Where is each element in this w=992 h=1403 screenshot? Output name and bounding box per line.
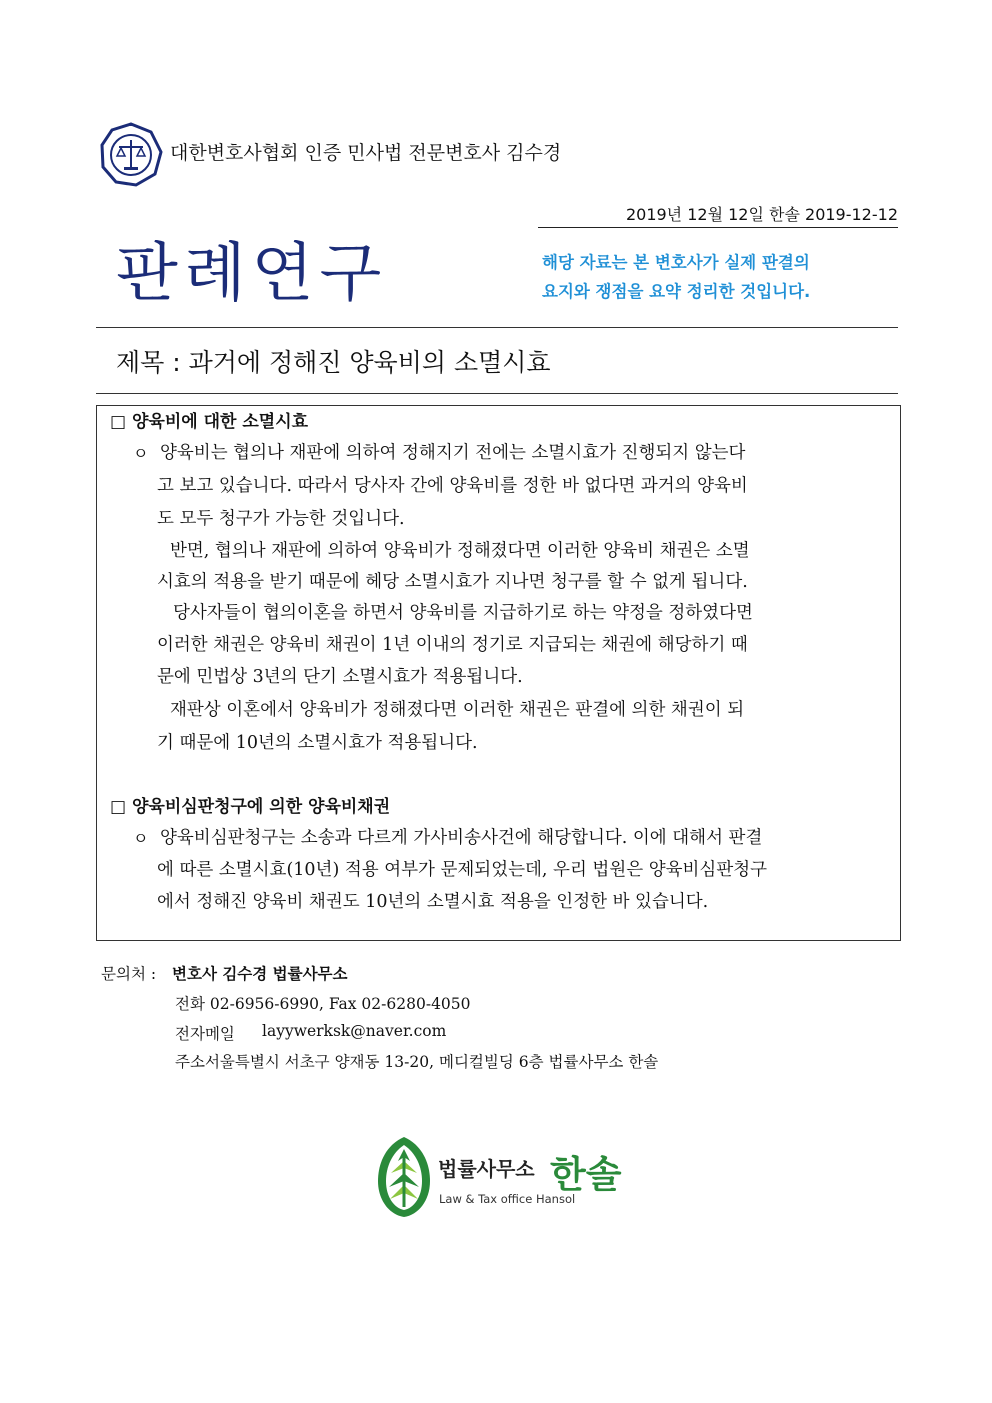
page-title: 판례연구 — [116, 237, 388, 311]
firm-name: 한솔 — [550, 1153, 622, 1196]
association-line: 대한변호사협회 인증 민사법 전문변호사 김수경 — [170, 142, 562, 164]
contact-email-label: 전자메일 — [175, 1025, 235, 1043]
contact-email[interactable]: layywerksk@naver.com — [262, 1022, 447, 1040]
notice-line: 요지와 쟁점을 요약 정리한 것입니다. — [542, 282, 811, 301]
paragraph-line: 재판상 이혼에서 양육비가 정해졌다면 이러한 채권은 판결에 의한 채권이 되 — [170, 700, 745, 720]
contact-phone: 전화 02-6956-6990, Fax 02-6280-4050 — [175, 995, 471, 1013]
section-heading: □ 양육비심판청구에 의한 양육비채권 — [110, 797, 391, 817]
date-line: 2019년 12월 12일 한솔 2019-12-12 — [538, 202, 898, 228]
contact-address: 주소서울특별시 서초구 양재동 13-20, 메디컬빌딩 6층 법률사무소 한솔 — [175, 1053, 659, 1071]
subject-title: 제목 : 과거에 정해진 양육비의 소멸시효 — [116, 348, 551, 377]
bullet-icon: ㅇ — [133, 444, 149, 463]
paragraph-line: 기 때문에 10년의 소멸시효가 적용됩니다. — [157, 733, 478, 753]
paragraph-line: 고 보고 있습니다. 따라서 당사자 간에 양육비를 정한 바 없다면 과거의 양육비 — [157, 476, 748, 496]
notice-text — [542, 248, 810, 306]
paragraph-line: 에 따른 소멸시효(10년) 적용 여부가 문제되었는데, 우리 법원은 양육비심판청구 — [157, 860, 768, 880]
leaf-tree-logo-icon — [376, 1135, 432, 1219]
paragraph-line: 이러한 채권은 양육비 채권이 1년 이내의 정기로 지급되는 채권에 해당하기 때 — [157, 635, 748, 655]
paragraph-line: 양육비심판청구는 소송과 다르게 가사비송사건에 해당합니다. 이에 대해서 판결 — [160, 828, 763, 848]
divider — [96, 327, 898, 328]
paragraph-line: 반면, 협의나 재판에 의하여 양육비가 정해졌다면 이러한 양육비 채권은 소멸 — [170, 541, 750, 561]
paragraph-line: 양육비는 협의나 재판에 의하여 정해지기 전에는 소멸시효가 진행되지 않는다 — [160, 443, 746, 463]
notice-line: 해당 자료는 본 변호사가 실제 판결의 — [542, 253, 810, 272]
divider — [96, 393, 898, 394]
bar-association-emblem-icon — [98, 122, 164, 188]
paragraph-line: 에서 정해진 양육비 채권도 10년의 소멸시효 적용을 인정한 바 있습니다. — [157, 892, 709, 912]
paragraph-line: 문에 민법상 3년의 단기 소멸시효가 적용됩니다. — [157, 667, 523, 687]
firm-english-name: Law & Tax office Hansol — [439, 1192, 576, 1206]
contact-office: 변호사 김수경 법률사무소 — [172, 964, 348, 983]
firm-label: 법률사무소 — [438, 1157, 535, 1181]
bullet-icon: ㅇ — [133, 829, 149, 848]
section-heading: □ 양육비에 대한 소멸시효 — [110, 412, 309, 432]
contact-label: 문의처 : — [101, 965, 157, 983]
paragraph-line: 도 모두 청구가 가능한 것입니다. — [157, 509, 405, 529]
paragraph-line: 시효의 적용을 받기 때문에 헤당 소멸시효가 지나면 청구를 할 수 없게 됩니다. — [157, 572, 748, 592]
paragraph-line: 당사자들이 협의이혼을 하면서 양육비를 지급하기로 하는 약정을 정하였다면 — [173, 603, 753, 623]
